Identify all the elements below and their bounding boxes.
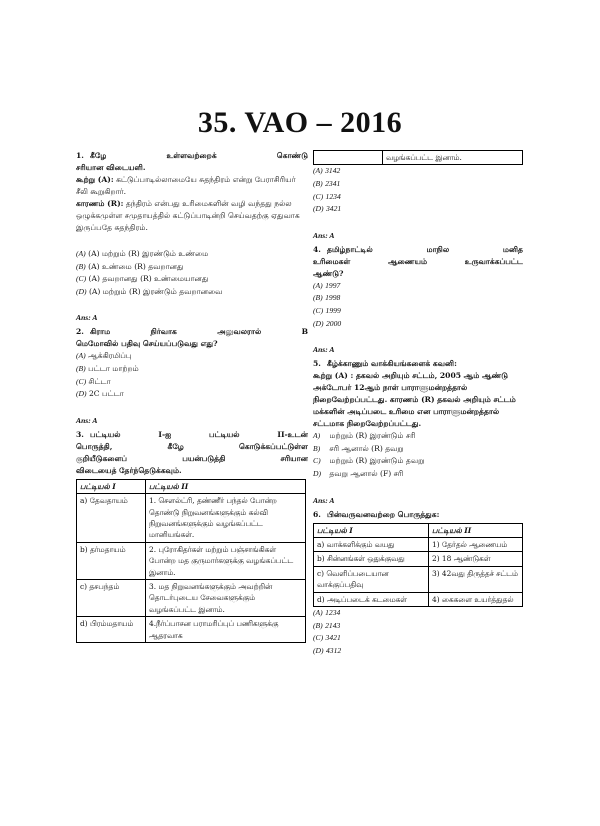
option: (B) பட்டா மாற்றம்	[76, 363, 139, 373]
table-cell: 3. மத நிறுவனங்களுக்கும் அவற்றின் தொடர்புடைய சேவைகளுக்கும் வழங்கப்பட்ட இனாம்.	[146, 580, 306, 617]
option: (B) 2143	[313, 620, 341, 630]
option: (A) 3142	[313, 166, 341, 176]
match-table-3-continued	[313, 150, 523, 165]
table-header: பட்டியல் I	[314, 523, 429, 537]
table-cell: 2) 18 ஆண்டுகள்	[429, 552, 523, 566]
question-3-line2: பொருத்தி, கீழே கொடுக்கப்பட்டுள்ள	[76, 441, 308, 451]
table-row	[77, 617, 306, 643]
question-2	[76, 326, 308, 426]
question-1-line1: 1. கீழே உள்ளவற்றைக் கொண்டு	[76, 151, 308, 160]
option: (C) 3421	[313, 633, 341, 643]
page-title: 35. VAO – 2016	[197, 106, 403, 139]
question-4-line1: 4. தமிழ்நாட்டில் மாநில மனித	[313, 244, 523, 254]
question-3-line4: விடையைத் தேர்ந்தெடுக்கவும்.	[76, 465, 182, 475]
table-cell: c) தசபந்தம்	[77, 580, 146, 617]
option: C) மற்றும் (R) இரண்டும் தவறு	[313, 456, 425, 466]
option: (C) சிட்டா	[76, 376, 111, 386]
answer: Ans: A	[76, 313, 98, 323]
match-table-3	[76, 479, 306, 643]
option: (C) 1234	[313, 191, 341, 201]
question-1	[76, 150, 308, 324]
question-1-line2: சரியான விடையளி.	[76, 163, 146, 172]
table-cell: 3) 42வது திருத்தச் சட்டம்	[429, 566, 523, 592]
left-column	[76, 150, 308, 643]
option: (D) 2000	[313, 318, 342, 328]
option: (A) (A) மற்றும் (R) இரண்டும் உண்மை	[76, 249, 209, 258]
question-6	[313, 509, 523, 658]
table-header: பட்டியல் II	[429, 523, 523, 537]
question-5-line1: 5. கீழ்க்காணும் வாக்கியங்களைக் கவனி:	[313, 359, 457, 369]
option: A) மற்றும் (R) இரண்டும் சரி	[313, 431, 416, 441]
question-3-line1: 3. பட்டியல் I-ஐ பட்டியல் II-உடன்	[76, 429, 308, 439]
question-3-line3: குறியீடுகளைப் பயன்படுத்தி சரியான	[76, 453, 308, 463]
table-row	[314, 592, 523, 606]
answer: Ans: A	[313, 495, 335, 505]
table-row	[314, 566, 523, 592]
table-cell: d) அடிப்படைக் கடமைகள்	[314, 592, 429, 606]
option: (A) 1234	[313, 607, 341, 617]
question-4	[313, 244, 523, 356]
table-cell: 1) தேர்தல் ஆணையம்	[429, 537, 523, 551]
answer: Ans: A	[313, 230, 335, 240]
table-cell: 4) கைகளை உயர்த்துதல்	[429, 592, 523, 606]
right-column	[313, 150, 523, 657]
table-cell: a) வாக்களிக்கும் வயது	[314, 537, 429, 551]
question-6-line1: 6. பின்வருவனவற்றை பொருத்துக:	[313, 509, 440, 519]
table-header: பட்டியல் II	[146, 479, 306, 493]
option: D) தவறு ஆனால் (F) சரி	[313, 468, 404, 478]
option: (C) (A) தவறானது (R) உண்மையானது	[76, 274, 209, 284]
answer: Ans: A	[313, 345, 335, 355]
table-row	[314, 552, 523, 566]
option: (D) 3421	[313, 204, 342, 214]
question-3	[76, 429, 308, 643]
table-cell: d) பிரம்மதாயம்	[77, 617, 146, 643]
question-2-line2: மெமோவில் பதிவு செய்யப்படுவது எது?	[76, 339, 218, 349]
table-row	[314, 151, 523, 165]
table-cell	[314, 151, 383, 165]
table-cell: b) சின்னங்கள் ஒதுக்குவது	[314, 552, 429, 566]
table-row	[77, 580, 306, 617]
question-1-statement: கூற்று (A): கட்டுப்பாடில்லாமையே சுதந்திரம் என்று பேராசிரியர் சீலி கூறுகிறார்.	[76, 175, 296, 196]
question-5	[313, 358, 523, 506]
option: (D) 2C பட்டா	[76, 389, 124, 399]
option: (B) 1998	[313, 293, 341, 303]
answer: Ans: A	[76, 415, 98, 425]
option: (D) (A) மற்றும் (R) இரண்டும் தவறானவை	[76, 286, 223, 296]
table-cell: 4.நீர்ப்பாசன பராமரிப்புப் பணிகளுக்கு ஆதரவாக	[146, 617, 306, 643]
question-2-line1: 2. கிராம நிர்வாக அலுவலரால் B	[76, 327, 308, 337]
option: (A) ஆக்கிரமிப்பு	[76, 351, 132, 361]
table-cell: வழங்கப்பட்ட இனாம்.	[383, 151, 523, 165]
question-4-line3: ஆண்டு?	[313, 268, 344, 278]
option: (B) 2341	[313, 179, 341, 188]
option: (C) 1999	[313, 305, 341, 315]
table-row	[77, 494, 306, 543]
table-cell: 1. சௌல்ட்ரி, தண்ணீர் பந்தல் போன்ற தொண்டு நிறுவனங்களுக்கும் கல்வி நிறுவனங்களுக்கும் வழங்கப்பட்ட மானியங்கள்.	[146, 494, 306, 543]
question-1-reason: காரணம் (R): தந்திரம் என்பது உரிமைகளின் வழி வந்தது நல்ல ஒழுக்கமுள்ள சமுதாயத்தில் கட்டுப்பாடின்றி செய்வதற்கு ஏதுவாக இருப்பதே சுதந்திரம்.	[76, 199, 300, 232]
table-row	[77, 542, 306, 579]
table-row	[314, 537, 523, 551]
table-cell: 2. புரோகிதர்கள் மற்றும் பஞ்சாங்கிகள் போன்ற மத குருமார்களுக்கு வழங்கப்பட்ட இனாம்.	[146, 542, 306, 579]
table-cell: c) வெளிப்படையான வாக்குப்பதிவு	[314, 566, 429, 592]
option: (D) 4312	[313, 645, 342, 655]
table-cell: b) தர்மதாயம்	[77, 542, 146, 579]
option: (A) 1997	[313, 280, 341, 290]
match-table-6	[313, 523, 523, 607]
table-header: பட்டியல் I	[77, 479, 146, 493]
question-5-body: கூற்று (A) : தகவல் அறியும் சட்டம், 2005 ஆம் ஆண்டு அக்டோபர் 12ஆம் நாள் பாராளுமன்றத்தால் நிறைவேற்றப்பட்டது. காரணம் (R) தகவல் அறியும் சட்டம் மக்களின் அடிப்படை உரிமை என பாராளுமன்றத்தால் சட்டமாக நிறைவேற்றப்பட்டது.	[313, 371, 516, 429]
option: B) சரி ஆனால் (R) தவறு	[313, 443, 404, 453]
table-cell: a) தேவதாயம்	[77, 494, 146, 543]
option: (B) (A) உண்மை (R) தவறானது	[76, 261, 184, 271]
question-4-line2: உரிமைகள் ஆணையம் உருவாக்கப்பட்ட	[313, 256, 523, 266]
